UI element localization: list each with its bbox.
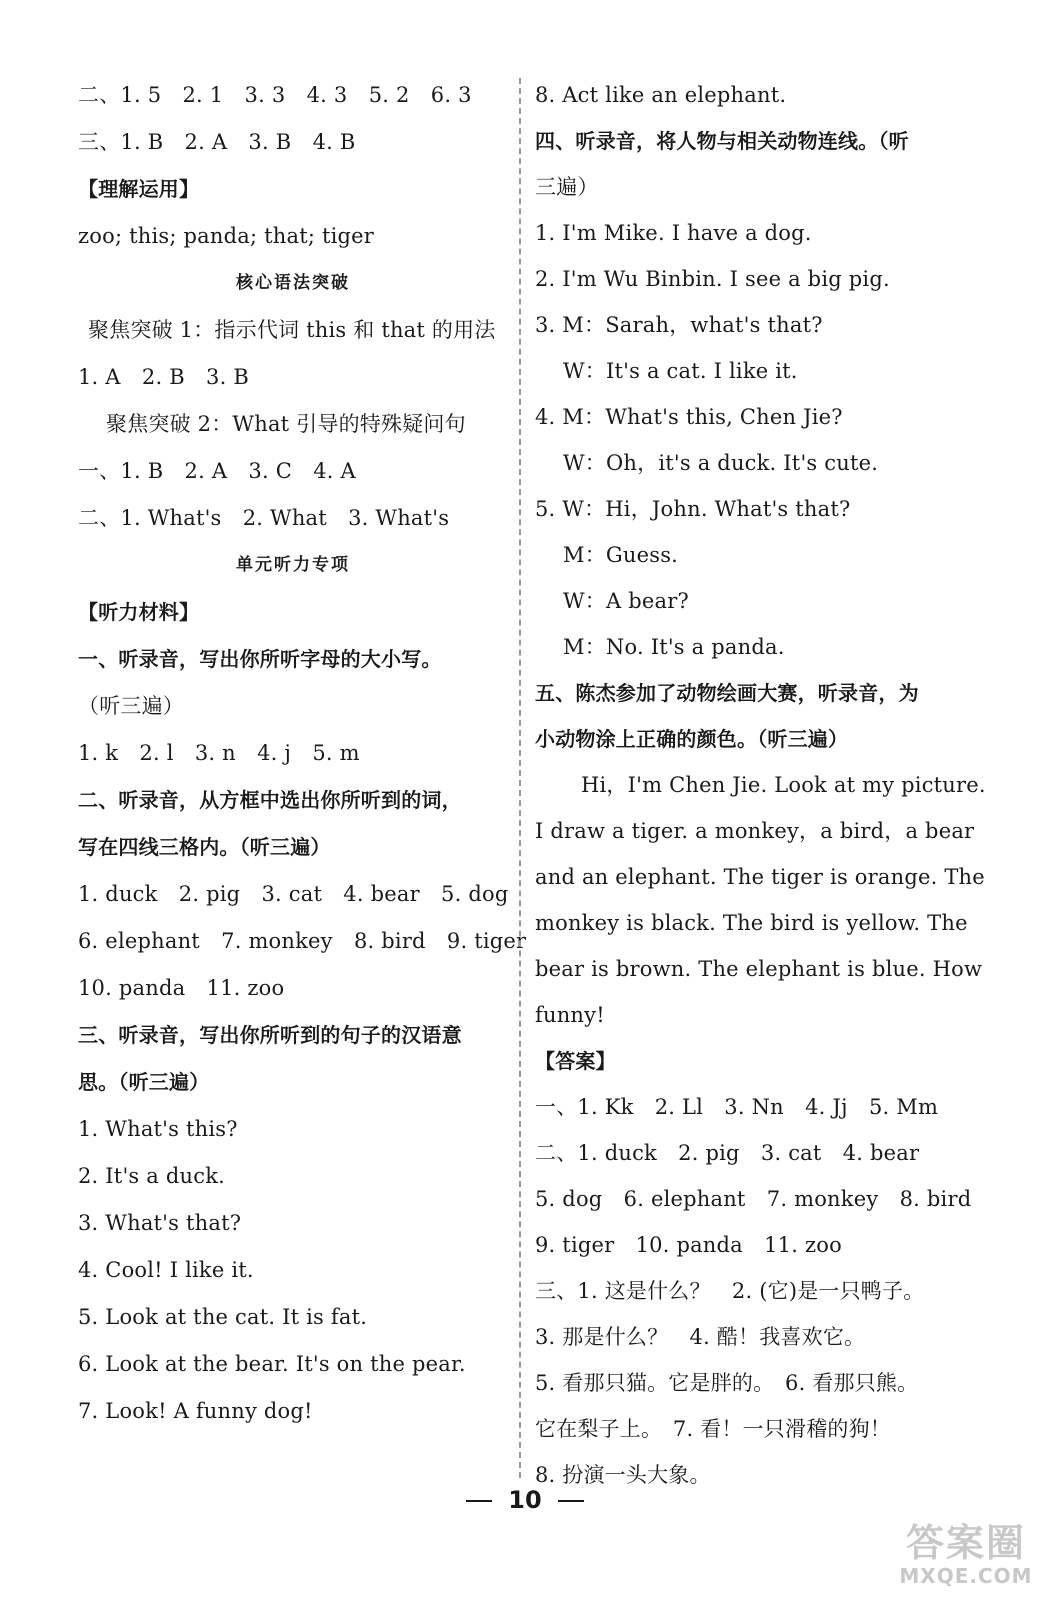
watermark-url: MXQE.COM (899, 1564, 1033, 1588)
left-line: 三、1. B 2. A 3. B 4. B (78, 130, 356, 154)
left-line: 1. k 2. l 3. n 4. j 5. m (78, 741, 360, 765)
left-line: 三、听录音，写出你所听到的句子的汉语意 (78, 1023, 462, 1047)
left-line: 聚焦突破 2：What 引导的特殊疑问句 (106, 412, 466, 436)
left-line: 思。（听三遍） (78, 1070, 210, 1094)
left-line: 二、听录音，从方框中选出你所听到的词， (78, 788, 462, 812)
right-line: bear is brown. The elephant is blue. How (535, 957, 983, 981)
left-line: 6. Look at the bear. It's on the pear. (78, 1352, 466, 1376)
left-line: zoo; this; panda; that; tiger (78, 224, 375, 248)
left-line: 一、1. B 2. A 3. C 4. A (78, 459, 356, 483)
page-footer (0, 1486, 1050, 1514)
left-line: 6. elephant 7. monkey 8. bird 9. tiger (78, 929, 527, 953)
right-line: 四、听录音，将人物与相关动物连线。（听 (535, 129, 909, 153)
right-line: 三、1. 这是什么？ 2. (它)是一只鸭子。 (535, 1279, 925, 1303)
footer-dash-right (558, 1500, 584, 1502)
left-line: 聚焦突破 1：指示代词 this 和 that 的用法 (88, 318, 496, 342)
left-line: 10. panda 11. zoo (78, 976, 285, 1000)
left-line: 1. What's this? (78, 1117, 238, 1141)
left-line: 【理解运用】 (78, 177, 200, 201)
right-line: M：Guess. (563, 543, 679, 567)
right-line: 8. Act like an elephant. (535, 83, 787, 107)
left-line: 4. Cool! I like it. (78, 1258, 254, 1282)
left-line: （听三遍） (78, 694, 184, 718)
left-line: 7. Look! A funny dog! (78, 1399, 313, 1423)
right-line: 1. I'm Mike. I have a dog. (535, 221, 812, 245)
right-line: 3. M：Sarah，what's that? (535, 313, 823, 337)
left-line: 二、1. 5 2. 1 3. 3 4. 3 5. 2 6. 3 (78, 83, 472, 107)
right-line: and an elephant. The tiger is orange. The (535, 865, 985, 889)
left-line: 2. It's a duck. (78, 1164, 225, 1188)
right-line: Hi，I'm Chen Jie. Look at my picture. (581, 773, 986, 797)
left-line: 1. A 2. B 3. B (78, 365, 249, 389)
right-line: W：A bear? (563, 589, 689, 613)
column-divider (519, 78, 521, 1478)
right-line: 8. 扮演一头大象。 (535, 1463, 711, 1487)
watermark-logo: 答案圈 (905, 1521, 1026, 1565)
left-line: 【听力材料】 (78, 600, 200, 624)
right-line: 二、1. duck 2. pig 3. cat 4. bear (535, 1141, 920, 1165)
right-line: 5. dog 6. elephant 7. monkey 8. bird (535, 1187, 972, 1211)
right-line: 5. 看那只猫。它是胖的。 6. 看那只熊。 (535, 1371, 919, 1395)
right-line: funny! (535, 1003, 605, 1027)
right-line: 小动物涂上正确的颜色。（听三遍） (535, 727, 849, 751)
right-line: 5. W：Hi，John. What's that? (535, 497, 851, 521)
page-number: 10 (508, 1486, 542, 1514)
left-column (78, 72, 527, 1435)
left-line: 二、1. What's 2. What 3. What's (78, 506, 450, 530)
right-line: W：Oh，it's a duck. It's cute. (563, 451, 879, 475)
right-line: M：No. It's a panda. (563, 635, 785, 659)
left-line: 写在四线三格内。（听三遍） (78, 835, 331, 859)
right-line: 9. tiger 10. panda 11. zoo (535, 1233, 842, 1257)
footer-dash-left (466, 1500, 492, 1502)
right-line: W：It's a cat. I like it. (563, 359, 798, 383)
right-line: 3. 那是什么？ 4. 酷！我喜欢它。 (535, 1325, 866, 1349)
left-line: 一、听录音，写出你所听字母的大小写。 (78, 647, 442, 671)
right-column (535, 72, 986, 1498)
right-line: 三遍） (535, 175, 599, 199)
left-line: 1. duck 2. pig 3. cat 4. bear 5. dog (78, 882, 509, 906)
right-line: 【答案】 (535, 1049, 616, 1073)
right-line: I draw a tiger. a monkey，a bird，a bear (535, 819, 975, 843)
left-line: 单元听力专项 (236, 555, 350, 575)
watermark (896, 1522, 1036, 1588)
left-line: 核心语法突破 (236, 273, 350, 293)
right-line: 它在梨子上。 7. 看！一只滑稽的狗！ (535, 1417, 892, 1441)
left-line: 5. Look at the cat. It is fat. (78, 1305, 368, 1329)
left-line: 3. What's that? (78, 1211, 242, 1235)
right-line: 五、陈杰参加了动物绘画大赛，听录音，为 (535, 681, 919, 705)
right-line: 一、1. Kk 2. Ll 3. Nn 4. Jj 5. Mm (535, 1095, 939, 1119)
right-line: 4. M：What's this, Chen Jie? (535, 405, 843, 429)
right-line: monkey is black. The bird is yellow. The (535, 911, 968, 935)
right-line: 2. I'm Wu Binbin. I see a big pig. (535, 267, 890, 291)
